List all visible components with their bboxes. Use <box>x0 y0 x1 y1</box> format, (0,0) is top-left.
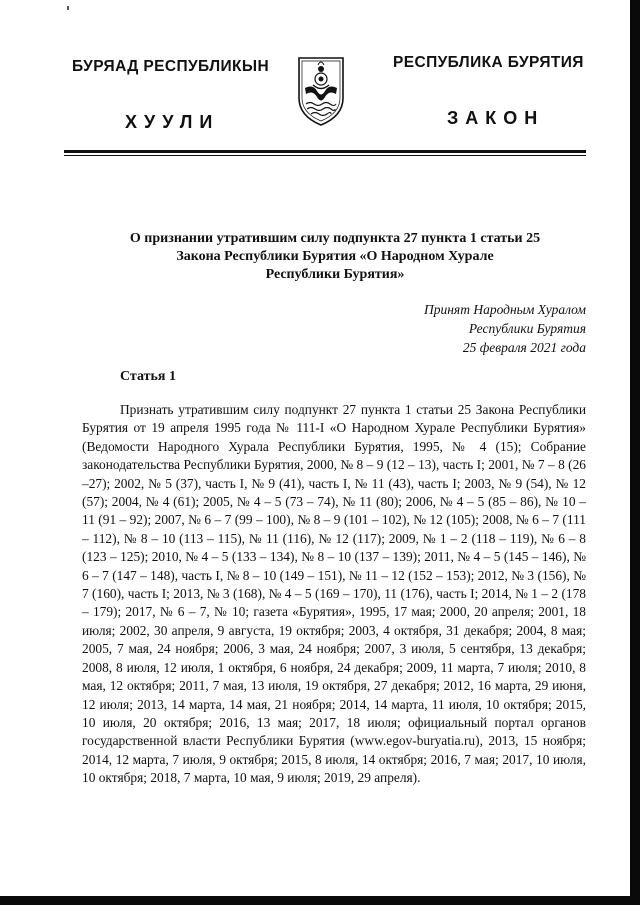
header-title-russian: РЕСПУБЛИКА БУРЯТИЯ <box>393 54 584 71</box>
adoption-line: Принят Народным Хуралом <box>423 302 586 317</box>
adoption-date: 25 февраля 2021 года <box>462 340 586 355</box>
header-subtitle-buryat: ХУУЛИ <box>125 112 220 132</box>
document-title <box>100 230 570 284</box>
scan-border-bottom <box>0 896 640 905</box>
header-divider-thin <box>64 155 586 156</box>
scan-artifact <box>67 6 69 10</box>
title-line: О признании утратившим силу подпункта 27 пункта 1 статьи 25 <box>129 231 541 246</box>
article-heading: Статья 1 <box>120 369 176 384</box>
scan-border-right <box>630 0 640 905</box>
title-line: Закона Республики Бурятия «О Народном Хурале <box>176 249 494 264</box>
header-divider-thick <box>64 150 586 153</box>
header-title-buryat: БУРЯАД РЕСПУБЛИКЫН <box>72 58 270 75</box>
title-line: Республики Бурятия» <box>265 267 405 282</box>
adoption-line: Республики Бурятия <box>468 321 586 336</box>
header-subtitle-russian: ЗАКОН <box>447 108 545 128</box>
coat-of-arms-icon <box>293 54 349 128</box>
adoption-note <box>424 300 586 357</box>
article-body: Признать утратившим силу подпункт 27 пункта 1 статьи 25 Закона Республики Бурятия от 19 апреля 1995 года № 111-I «О Народном Хурале Республики Бурятия» (Ведомости Народного Хурала Республики Бурятия, 1995, № 4 (15); Собрание законодательства Республики Бурятия, 2000, № 8 – 9 (12 – 13), часть I; 2001, № 7 – 8 (26 –27); 2002, № 5 (37), часть I, № 9 (41), часть I, № 11 (43), часть I; 2003, № 9 (54), № 12 (57); 2004, № 4 (61); 2005, № 4 – 5 (73 – 74), № 11 (80); 2006, № 4 – 5 (85 – 86), № 10 – 11 (91 – 92); 2007, № 6 – 7 (99 – 100), № 8 – 9 (101 – 102), № 12 (105); 2008, № 6 – 7 (111 – 112), № 8 – 10 (113 – 115), № 11 (116), № 12 (117); 2009, № 1 – 2 (118 – 119), № 6 – 8 (123 – 125); 2010, № 4 – 5 (133 – 134), № 8 – 10 (137 – 139); 2011, № 4 – 5 (145 – 146), № 6 – 7 (147 – 148), часть I, № 8 – 10 (149 – 151), № 11 – 12 (152 – 153); 2012, № 3 (156), № 7 (160), часть I; 2013, № 3 (168), № 4 – 5 (169 – 170), 11 (176), часть I; 2014, № 1 – 2 (178 – 179); 2017, № 6 – 7, № 10; газета «Бурятия», 1995, 17 мая; 2000, 20 апреля; 2001, 18 июля; 2002, 30 апреля, 9 августа, 19 октября; 2003, 4 октября, 31 декабря; 2004, 8 мая; 2005, 7 мая, 24 ноября; 2006, 3 мая, 24 ноября; 2007, 3 июля, 5 сентября, 13 декабря; 2008, 8 июля, 12 июля, 1 октября, 6 ноября, 24 декабря; 2009, 11 марта, 7 июля; 2010, 8 мая, 12 октября; 2011, 7 мая, 13 июля, 19 октября, 27 декабря; 2012, 16 марта, 29 июня, 12 июля; 2013, 14 марта, 14 мая, 21 ноября; 2014, 14 марта, 11 июля, 10 октября; 2015, 10 июля, 20 октября; 2016, 13 мая; 2017, 18 июля; официальный портал органов государственной власти Республики Бурятия (www.egov-buryatia.ru), 2013, 15 ноября; 2014, 12 марта, 7 июля, 9 октября; 2015, 8 июля, 14 октября; 2016, 7 мая; 2017, 10 июля, 10 октября; 2018, 7 марта, 10 мая, 9 июля; 2019, 29 апреля). <box>82 402 586 786</box>
